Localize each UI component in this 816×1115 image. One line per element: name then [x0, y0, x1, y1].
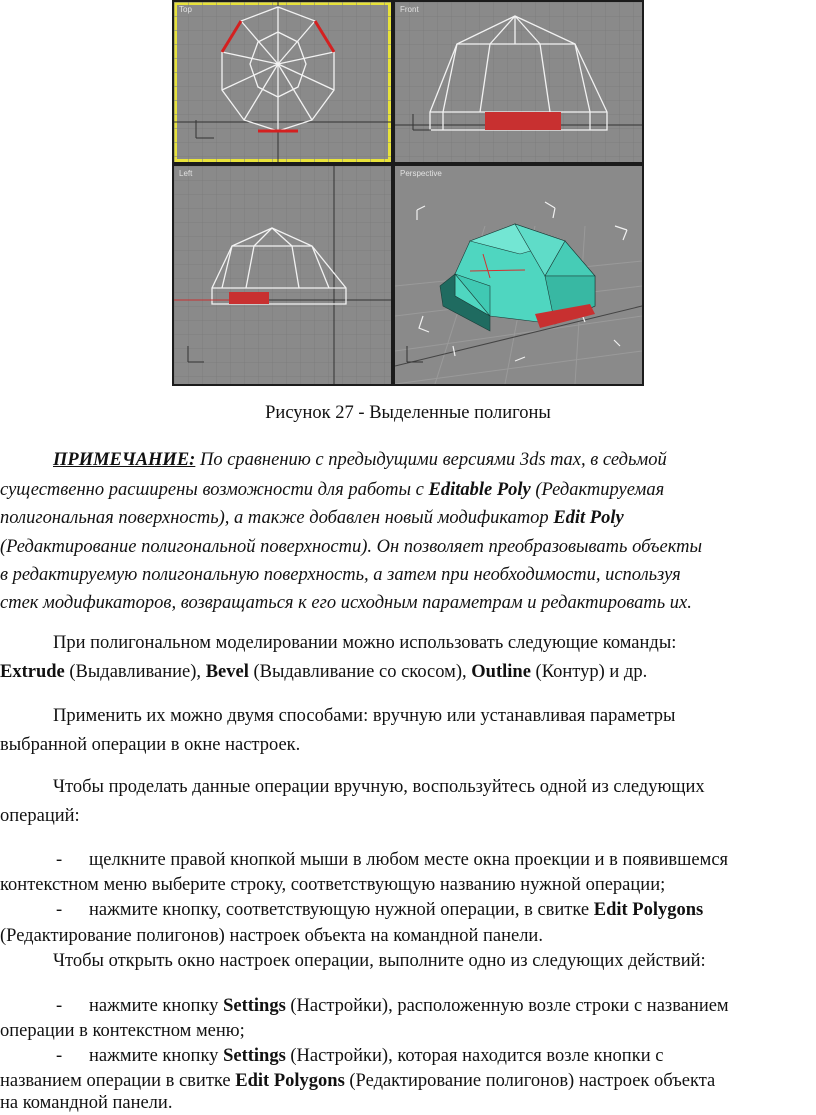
list1-item2-line1: нажмите кнопку, соответствующую нужной операции, в свитке Edit Polygons — [89, 900, 704, 920]
perspective-view-drawing — [395, 166, 642, 384]
edit-polygons-term: Edit Polygons — [235, 1071, 345, 1091]
list1-item1-line1: щелкните правой кнопкой мыши в любом месте окна проекции и в появившемся — [89, 850, 729, 870]
left-view-drawing — [174, 166, 391, 384]
edit-polygons-term: Edit Polygons — [593, 900, 704, 920]
settings-term: Settings — [223, 1046, 286, 1066]
viewport-label: Perspective — [400, 169, 442, 178]
viewport-front[interactable] — [395, 2, 642, 162]
viewport-label: Top — [179, 5, 192, 14]
extrude-term: Extrude — [0, 662, 65, 682]
list-dash: - — [56, 996, 63, 1016]
p1-line-1: При полигональном моделировании можно использовать следующие команды: — [53, 633, 677, 653]
viewport-top[interactable] — [174, 2, 391, 162]
list2-item1-line1: нажмите кнопку Settings (Настройки), расположенную возле строки с названием — [89, 996, 729, 1016]
list-dash: - — [56, 900, 63, 920]
p1-line-2: Extrude (Выдавливание), Bevel (Выдавливание со скосом), Outline (Контур) и др. — [0, 662, 648, 682]
p3-line-1: Чтобы проделать данные операции вручную, воспользуйтесь одной из следующих — [53, 777, 705, 797]
list2-item2-line2: названием операции в свитке Edit Polygons (Редактирование полигонов) настроек объекта — [0, 1071, 716, 1091]
list-dash: - — [56, 850, 63, 870]
p2-line-2: выбранной операции в окне настроек. — [0, 735, 301, 755]
p2-line-1: Применить их можно двумя способами: вручную или устанавливая параметры — [53, 706, 676, 726]
note-line-3: полигональная поверхность), а также добавлен новый модификатор Edit Poly — [0, 508, 624, 528]
figure-viewports — [172, 0, 644, 386]
list1-item1-line2: контекстном меню выберите строку, соответствующую названию нужной операции; — [0, 875, 666, 895]
outline-term: Outline — [471, 662, 531, 682]
list2-item2-line1: нажмите кнопку Settings (Настройки), которая находится возле кнопки с — [89, 1046, 664, 1066]
bevel-term: Bevel — [205, 662, 249, 682]
note-line-1: ПРИМЕЧАНИЕ: По сравнению с предыдущими версиями 3ds max, в седьмой — [53, 450, 667, 470]
note-heading: ПРИМЕЧАНИЕ: — [53, 450, 196, 470]
editable-poly-term: Editable Poly — [428, 480, 531, 500]
note-line-6: стек модификаторов, возвращаться к его исходным параметрам и редактировать их. — [0, 593, 692, 613]
p3-line-2: операций: — [0, 806, 80, 826]
edit-poly-term: Edit Poly — [553, 508, 624, 528]
list1-item2-line2: (Редактирование полигонов) настроек объекта на командной панели. — [0, 926, 543, 946]
note-line-2: существенно расширены возможности для работы с Editable Poly (Редактируемая — [0, 480, 665, 500]
note-line-4: (Редактирование полигональной поверхности). Он позволяет преобразовывать объекты — [0, 537, 703, 557]
list2-item2-line3: на командной панели. — [0, 1093, 173, 1113]
list-dash: - — [56, 1046, 63, 1066]
note-line-5: в редактируемую полигональную поверхность, а затем при необходимости, используя — [0, 565, 681, 585]
viewport-label: Left — [179, 169, 193, 178]
list2-item1-line2: операции в контекстном меню; — [0, 1021, 245, 1041]
viewport-left[interactable] — [174, 166, 391, 384]
figure-caption: Рисунок 27 - Выделенные полигоны — [265, 403, 551, 423]
front-view-drawing — [395, 2, 642, 162]
top-view-drawing — [174, 2, 391, 162]
settings-term: Settings — [223, 996, 286, 1016]
viewport-perspective[interactable] — [395, 166, 642, 384]
viewport-label: Front — [400, 5, 419, 14]
p4-line-1: Чтобы открыть окно настроек операции, выполните одно из следующих действий: — [53, 951, 706, 971]
